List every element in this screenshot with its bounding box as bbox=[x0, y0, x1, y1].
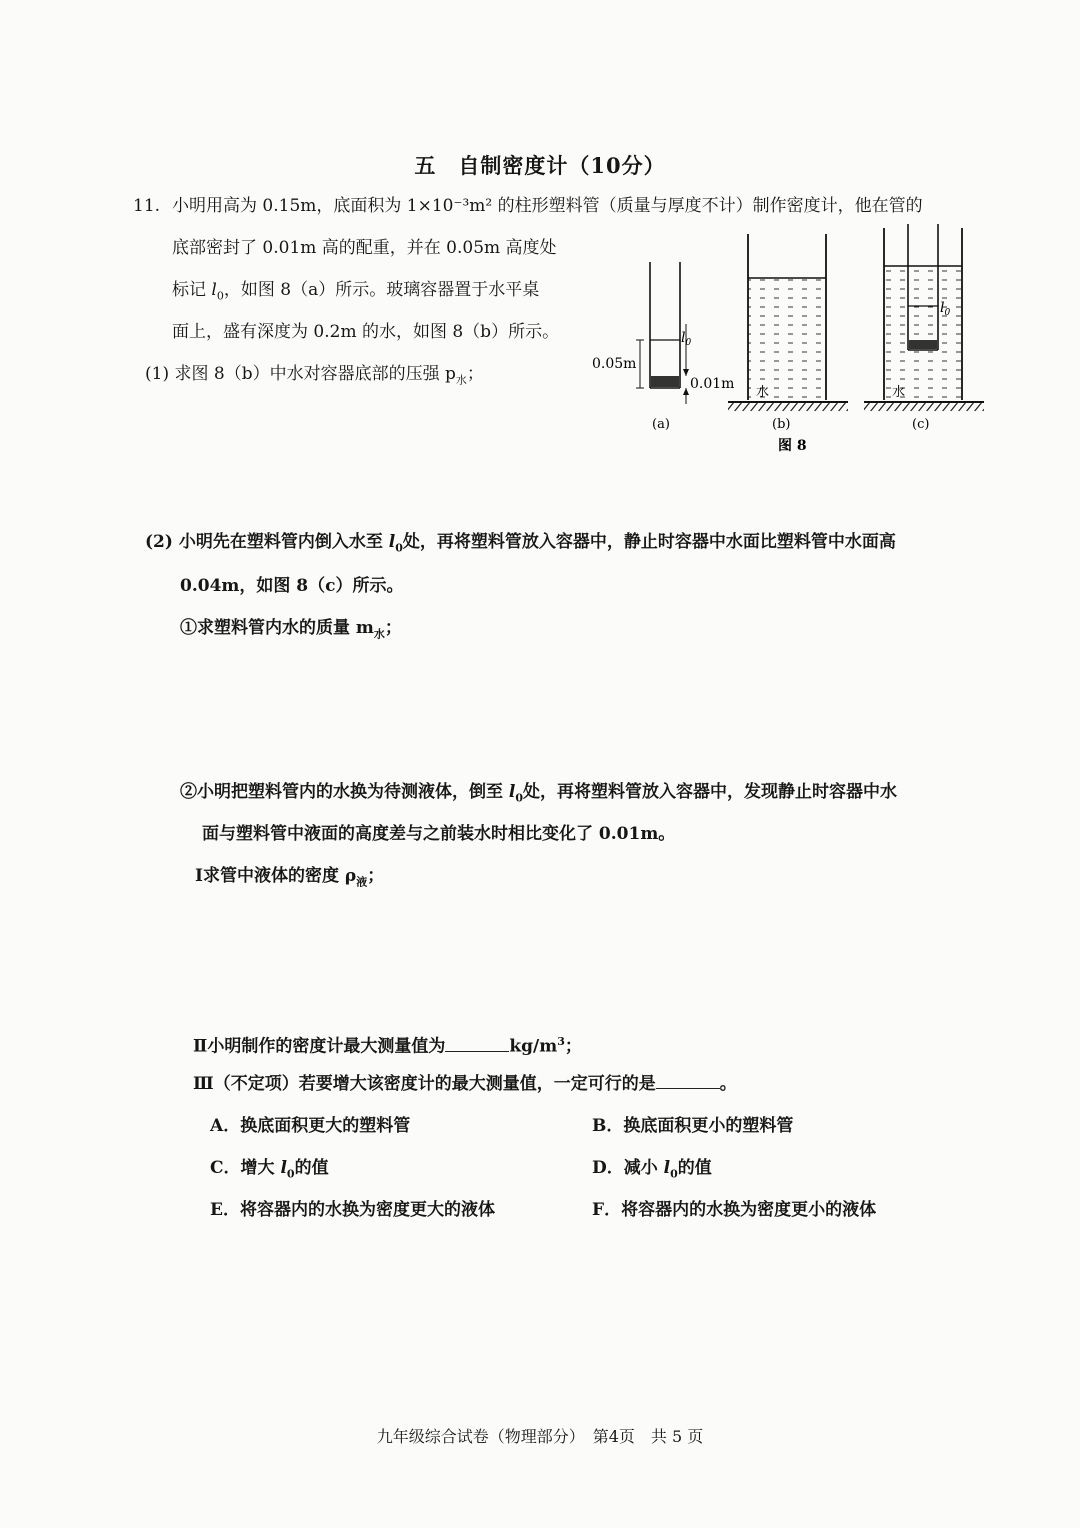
option-e: E．将容器内的水换为密度更大的液体 bbox=[210, 1200, 495, 1220]
figure-caption: 图 8 bbox=[778, 438, 807, 454]
roman2: Ⅱ小明制作的密度计最大测量值为 $kg/m^3$； bbox=[193, 1035, 582, 1057]
part2-line2: 0.04m，如图 8（c）所示。 bbox=[180, 576, 404, 596]
option-b: B．换底面积更小的塑料管 bbox=[592, 1116, 794, 1136]
water-label-b: 水 bbox=[756, 385, 770, 400]
roman3: Ⅲ（不定项）若要增大该密度计的最大测量值，一定可行的是 。 bbox=[193, 1074, 737, 1094]
label-a: (a) bbox=[652, 417, 670, 432]
page-footer: 九年级综合试卷（物理部分） 第4页 共 5 页 bbox=[376, 1427, 704, 1446]
sub2-line1: ②小明把塑料管内的水换为待测液体，倒至 $l_0$处，再将塑料管放入容器中，发现静止时容器中水 bbox=[180, 782, 898, 805]
option-f: F．将容器内的水换为密度更小的液体 bbox=[592, 1200, 877, 1220]
q11-line2: 底部密封了 0.01m 高的配重，并在 0.05m 高度处 bbox=[172, 238, 557, 258]
q11-line4: 面上，盛有深度为 0.2m 的水，如图 8（b）所示。 bbox=[172, 322, 560, 342]
part1: (1) 求图 8（b）中水对容器底部的压强 $p_水$； bbox=[145, 364, 484, 387]
label-c: (c) bbox=[912, 417, 930, 432]
water-b bbox=[748, 278, 826, 400]
q11-line3: 标记 $l_0$，如图 8（a）所示。玻璃容器置于水平桌 bbox=[172, 280, 540, 303]
weight-block bbox=[651, 376, 679, 387]
sub1: ①求塑料管内水的质量 $m_水$； bbox=[180, 618, 402, 641]
container-b bbox=[728, 234, 848, 411]
question-number: 11. bbox=[133, 196, 161, 216]
label-b: (b) bbox=[772, 417, 791, 432]
sub2-line2: 面与塑料管中液面的高度差与之前装水时相比变化了 0.01m。 bbox=[202, 824, 676, 844]
option-d: D．减小 $l_0$的值 bbox=[592, 1158, 712, 1181]
blank-roman3[interactable] bbox=[656, 1072, 720, 1089]
section-title: 五 自制密度计（10分） bbox=[414, 153, 666, 178]
q11-line1: 小明用高为 0.15m，底面积为 1×10⁻³m² 的柱形塑料管（质量与厚度不计）制作密度计，他在管的 bbox=[172, 196, 923, 216]
l0-label-a: $l_0$ bbox=[681, 330, 692, 348]
figure-8 bbox=[590, 222, 990, 462]
blank-roman2[interactable] bbox=[445, 1035, 509, 1052]
option-a: A．换底面积更大的塑料管 bbox=[210, 1116, 411, 1136]
option-c: C．增大 $l_0$的值 bbox=[210, 1158, 329, 1181]
container-c bbox=[864, 224, 984, 411]
l0-label-c: $l_0$ bbox=[940, 300, 951, 318]
roman1: Ⅰ求管中液体的密度 $\rho_液$； bbox=[195, 866, 385, 889]
dim-001: 0.01m bbox=[690, 376, 735, 392]
part2-line1: (2) 小明先在塑料管内倒入水至 $l_0$处，再将塑料管放入容器中，静止时容器中水面比塑料管中水面高 bbox=[145, 532, 896, 555]
water-label-c: 水 bbox=[892, 385, 906, 400]
dim-005: 0.05m bbox=[592, 356, 637, 372]
